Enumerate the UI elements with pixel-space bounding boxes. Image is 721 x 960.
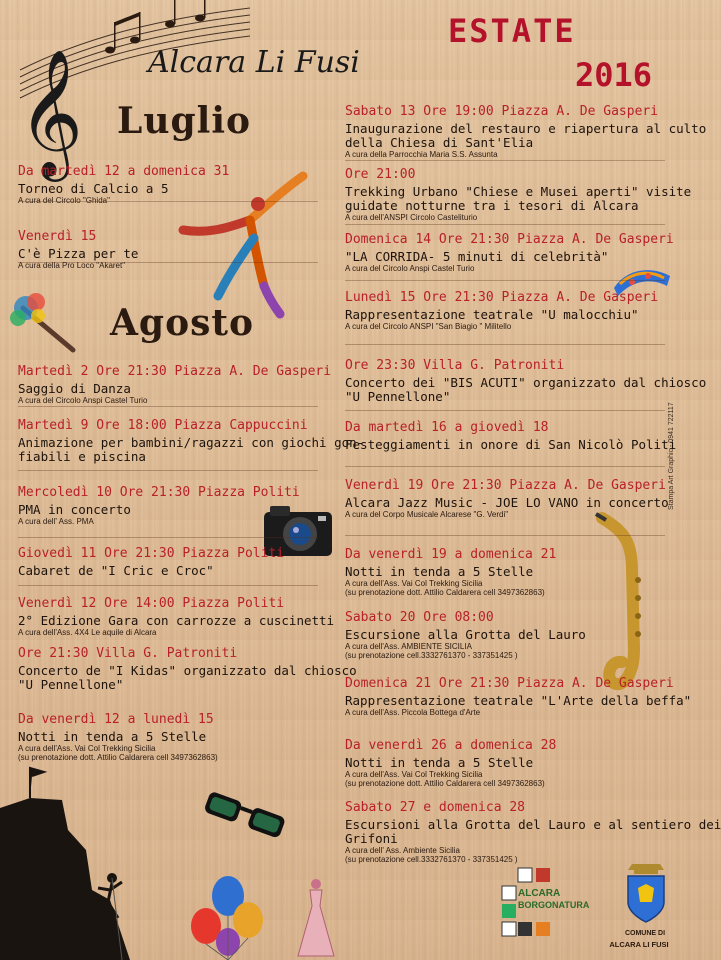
event-date-heading: Ore 21:00 xyxy=(345,167,416,182)
event-date-heading: Sabato 27 e domenica 28 xyxy=(345,800,526,815)
svg-text:𝄞: 𝄞 xyxy=(18,48,84,176)
lady-dress-illustration xyxy=(296,876,336,960)
event-entry xyxy=(18,485,300,526)
printer-credit: Stampa Art Graphic - 0941 722117 xyxy=(668,402,675,510)
event-organizer: A cura dell'Ass. AMBIENTE SICILIA xyxy=(345,642,472,651)
divider xyxy=(18,406,318,407)
event-date-heading: Ore 21:30 Villa G. Patroniti xyxy=(18,646,238,661)
event-date-heading: Domenica 21 Ore 21:30 Piazza A. De Gasperi xyxy=(345,676,674,691)
event-organizer: A cura del Circolo ANSPI "San Biagio " Militello xyxy=(345,322,512,331)
event-organizer: A cura dell'Ass. Piccola Bottega d'Arte xyxy=(345,708,481,717)
event-description: Notti in tenda a 5 Stelle xyxy=(18,729,207,744)
divider xyxy=(345,410,665,411)
event-description: Cabaret de "I Cric e Croc" xyxy=(18,563,214,578)
event-description: Animazione per bambini/ragazzi con giochi gon- xyxy=(18,435,365,450)
event-date-heading: Domenica 14 Ore 21:30 Piazza A. De Gasperi xyxy=(345,232,674,247)
event-organizer: A cura dell'Ass. Vai Col Trekking Sicilia xyxy=(345,770,483,779)
event-description: "LA CORRIDA- 5 minuti di celebrità" xyxy=(345,249,609,264)
divider xyxy=(345,160,665,161)
event-date-heading: Martedì 2 Ore 21:30 Piazza A. De Gasperi xyxy=(18,364,332,379)
event-organizer: (su prenotazione cell.3332761370 - 337351425 ) xyxy=(345,855,518,864)
event-organizer: A cura dell'Ass. 4X4 Le aquile di Alcara xyxy=(18,628,157,637)
event-description: guidate notturne tra i tesori di Alcara xyxy=(345,198,639,213)
event-description: Festeggiamenti in onore di San Nicolò Politi xyxy=(345,437,677,452)
event-entry xyxy=(345,232,674,273)
event-description: Notti in tenda a 5 Stelle xyxy=(345,564,534,579)
divider xyxy=(18,262,318,263)
event-description: Rappresentazione teatrale "U malocchiu" xyxy=(345,307,639,322)
event-description: Grifoni xyxy=(345,831,398,846)
event-description: Torneo di Calcio a 5 xyxy=(18,181,169,196)
event-description: fiabili e piscina xyxy=(18,449,146,464)
event-organizer: A cura della Parrocchia Maria S.S. Assunta xyxy=(345,150,498,159)
divider xyxy=(345,466,665,467)
month-luglio: Luglio xyxy=(117,100,252,142)
comune-name: ALCARA LI FUSI xyxy=(609,940,669,949)
event-date-heading: Venerdì 12 Ore 14:00 Piazza Politi xyxy=(18,596,285,611)
event-description: "U Pennellone" xyxy=(345,389,451,404)
divider xyxy=(345,344,665,345)
comune-label: COMUNE DI xyxy=(624,930,666,937)
estate-title: ESTATE xyxy=(448,12,576,50)
event-organizer: (su prenotazione dott. Attilio Caldarera cell 3497362863) xyxy=(345,779,545,788)
event-description: Escursioni alla Grotta del Lauro e al sentiero dei xyxy=(345,817,721,832)
event-organizer: (su prenotazione cell.3332761370 - 337351425 ) xyxy=(345,651,518,660)
event-entry xyxy=(18,364,331,405)
year-title: 2016 xyxy=(575,56,653,94)
event-entry xyxy=(345,167,691,222)
event-date-heading: Da martedì 16 a giovedì 18 xyxy=(345,420,549,435)
event-organizer: A cura del Corpo Musicale Alcarese "G. Verdi" xyxy=(345,510,509,519)
event-entry xyxy=(345,610,586,660)
event-description: Alcara Jazz Music - JOE LO VANO in concerto xyxy=(345,495,669,510)
event-date-heading: Mercoledì 10 Ore 21:30 Piazza Politi xyxy=(18,485,300,500)
divider xyxy=(18,585,318,586)
event-entry xyxy=(345,420,676,452)
borgo-natura-logo xyxy=(500,866,600,946)
event-entry xyxy=(18,546,284,578)
event-entry xyxy=(18,229,138,270)
event-date-heading: Venerdì 19 Ore 21:30 Piazza A. De Gasperi xyxy=(345,478,666,493)
event-description: 2° Edizione Gara con carrozze a cuscinetti xyxy=(18,613,335,628)
event-entry xyxy=(18,596,334,637)
event-organizer: A cura del Circolo Anspi Castel Turio xyxy=(18,396,148,405)
event-organizer: A cura del Circolo "Ghida" xyxy=(18,196,110,205)
logo-borgonatura-text: BORGONATURA xyxy=(518,900,590,910)
event-entry xyxy=(345,358,706,404)
paintbrush-illustration xyxy=(8,288,88,358)
sunglasses-illustration xyxy=(200,792,290,842)
event-organizer: A cura dell'Ass. Vai Col Trekking Sicilia xyxy=(345,579,483,588)
divider xyxy=(18,201,318,202)
event-date-heading: Sabato 13 Ore 19:00 Piazza A. De Gasperi xyxy=(345,104,659,119)
event-entry xyxy=(345,290,658,331)
event-date-heading: Martedì 9 Ore 18:00 Piazza Cappuccini xyxy=(18,418,308,433)
event-date-heading: Da venerdì 26 a domenica 28 xyxy=(345,738,557,753)
music-staff-decoration xyxy=(0,0,260,175)
month-agosto: Agosto xyxy=(110,302,255,344)
event-organizer: A cura del Circolo Anspi Castel Turio xyxy=(345,264,475,273)
event-date-heading: Giovedì 11 Ore 21:30 Piazza Politi xyxy=(18,546,285,561)
event-date-heading: Ore 23:30 Villa G. Patroniti xyxy=(345,358,565,373)
event-description: Concerto de "I Kidas" organizzato dal chiosco xyxy=(18,663,357,678)
event-date-heading: Venerdì 15 xyxy=(18,229,97,244)
divider xyxy=(345,280,665,281)
event-date-heading: Da martedì 12 a domenica 31 xyxy=(18,164,230,179)
page-title: Alcara Li Fusi xyxy=(148,45,360,80)
event-description: Concerto dei "BIS ACUTI" organizzato dal chiosco xyxy=(345,375,707,390)
event-description: Rappresentazione teatrale "L'Arte della beffa" xyxy=(345,693,692,708)
climber-rock-illustration xyxy=(0,760,150,960)
divider xyxy=(345,224,665,225)
divider xyxy=(18,470,318,471)
event-description: Escursione alla Grotta del Lauro xyxy=(345,627,586,642)
event-date-heading: Lunedì 15 Ore 21:30 Piazza A. De Gasperi xyxy=(345,290,659,305)
balloons-illustration xyxy=(188,872,278,960)
event-entry xyxy=(18,418,364,464)
event-entry xyxy=(345,676,691,717)
event-description: Saggio di Danza xyxy=(18,381,131,396)
event-organizer: A cura dell' Ass. Ambiente Sicilia xyxy=(345,846,460,855)
event-entry xyxy=(18,712,218,762)
event-description: Inaugurazione del restauro e riapertura al culto xyxy=(345,121,707,136)
event-date-heading: Da venerdì 12 a lunedì 15 xyxy=(18,712,214,727)
event-organizer: A cura dell'Ass. Vai Col Trekking Sicilia xyxy=(18,744,156,753)
event-entry xyxy=(18,646,357,692)
event-organizer: A cura dell'ANSPI Circolo Casteliturio xyxy=(345,213,478,222)
coat-of-arms-icon xyxy=(618,858,674,926)
event-description: C'è Pizza per te xyxy=(18,246,139,261)
divider xyxy=(18,537,318,538)
event-organizer: (su prenotazione dott. Attilio Caldarera cell 3497362863) xyxy=(18,753,218,762)
event-entry xyxy=(18,164,229,205)
event-description: "U Pennellone" xyxy=(18,677,124,692)
saxophone-illustration xyxy=(592,510,676,700)
logo-alcara-text: ALCARA xyxy=(518,888,561,899)
event-date-heading: Da venerdì 19 a domenica 21 xyxy=(345,547,557,562)
event-entry xyxy=(345,738,556,788)
event-entry xyxy=(345,547,556,597)
event-organizer: (su prenotazione dott. Attilio Caldarera cell 3497362863) xyxy=(345,588,545,597)
comune-coat-of-arms xyxy=(618,858,674,926)
event-description: della Chiesa di Sant'Elia xyxy=(345,135,534,150)
divider xyxy=(345,535,665,536)
event-entry xyxy=(345,800,721,864)
event-organizer: A cura della Pro Loco "Akaret" xyxy=(18,261,126,270)
event-description: PMA in concerto xyxy=(18,502,131,517)
event-entry xyxy=(345,104,706,159)
event-date-heading: Sabato 20 Ore 08:00 xyxy=(345,610,494,625)
event-description: Notti in tenda a 5 Stelle xyxy=(345,755,534,770)
event-entry xyxy=(345,478,669,519)
event-description: Trekking Urbano "Chiese e Musei aperti" visite xyxy=(345,184,692,199)
event-organizer: A cura dell' Ass. PMA xyxy=(18,517,94,526)
